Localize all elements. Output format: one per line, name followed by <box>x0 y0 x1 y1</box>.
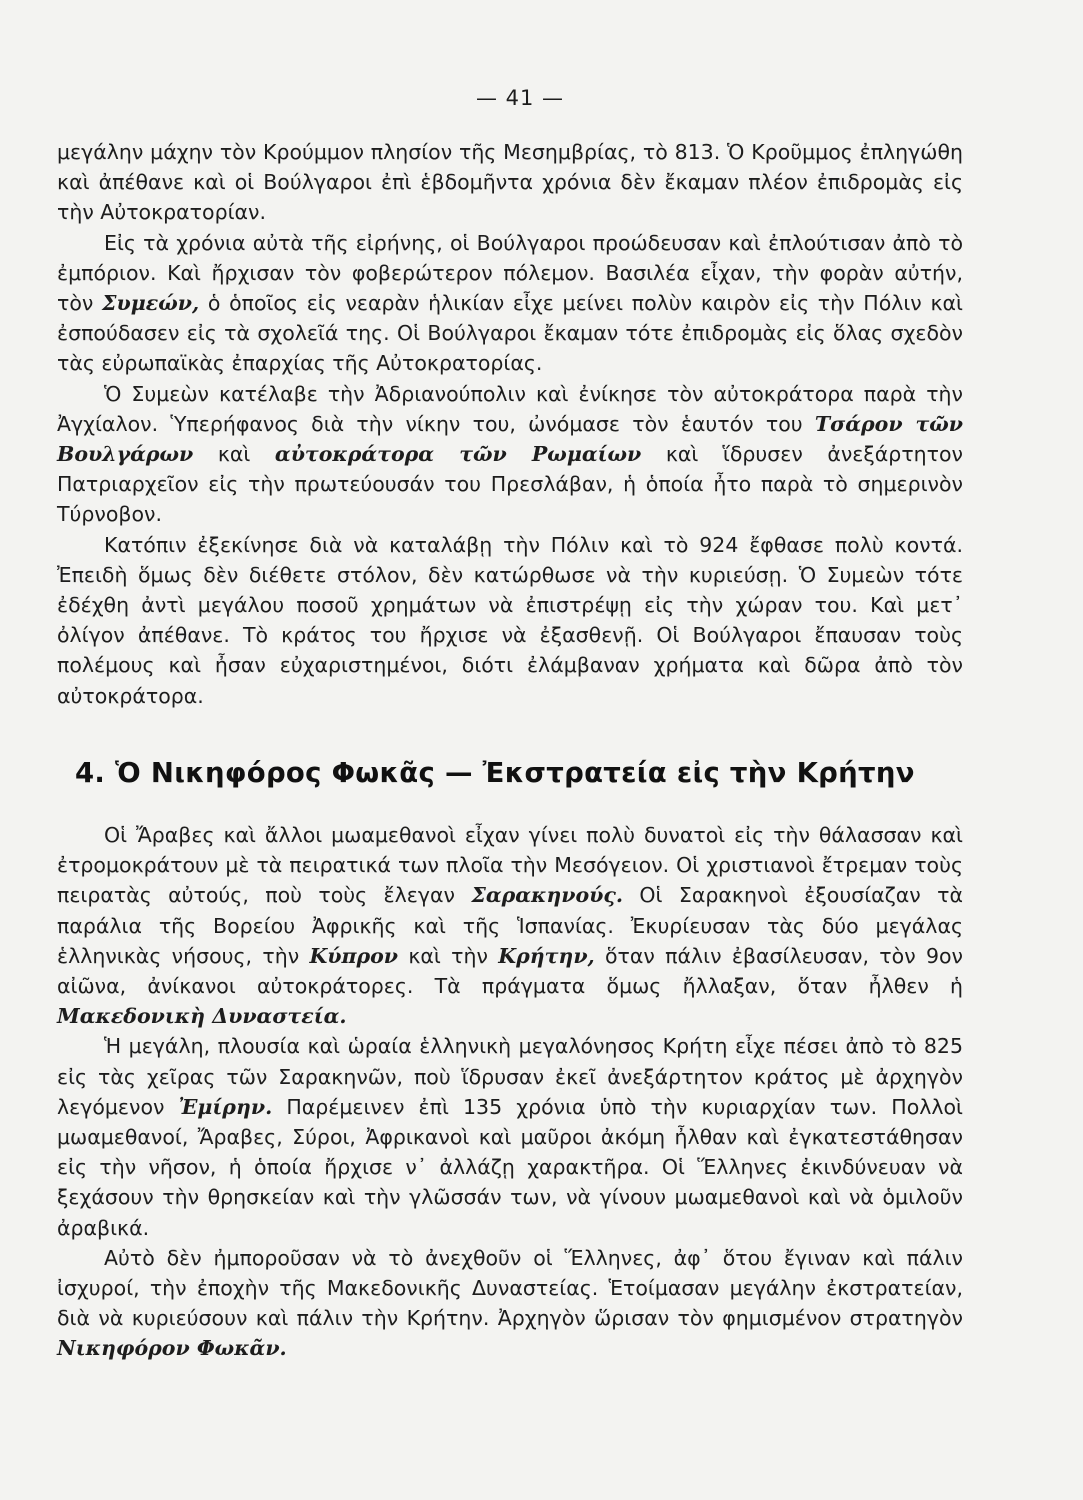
emphasis-symeon: Συμεών, <box>102 291 200 316</box>
paragraph-kroummos: μεγάλην μάχην τὸν Κρούμμον πλησίον τῆς Μεσημβρίας, τὸ 813. Ὁ Κροῦμμος ἐπληγώθη καὶ ἀπέθανε καὶ οἱ Βούλγαροι ἐπὶ ἑβδομῆντα χρόνια δὲν ἔκαμαν πλέον ἐπιδρομὰς εἰς τὴν Αὐτοκρατορίαν. <box>57 140 963 225</box>
emphasis-macedonian-dynasty: Μακεδονικὴ Δυναστεία. <box>57 1004 347 1029</box>
emphasis-cyprus: Κύπρον <box>309 943 399 968</box>
paragraph-peace-years: Εἰς τὰ χρόνια αὐτὰ τῆς εἰρήνης, οἱ Βούλγαροι προώδευσαν καὶ ἐπλούτισαν ἀπὸ τὸ ἐμπόριον. Καὶ ἤρχισαν τὸν φοβερώτερον πόλεμον. Βασιλέα εἶχαν, τὴν φορὰν αὐτήν, τὸν Συμεών, ὁ ὁποῖος εἰς νεαρὰν ἡλικίαν εἶχε μείνει πολὺν καιρὸν εἰς τὴν Πόλιν καὶ ἐσπούδασεν εἰς τὰ σχολεῖά της. Οἱ Βούλγαροι ἔκαμαν τότε ἐπιδρομὰς εἰς ὅλας σχεδὸν τὰς εὐρωπαϊκὰς ἐπαρχίας τῆς Αὐτοκρατορίας. <box>57 230 963 376</box>
emphasis-crete: Κρήτην, <box>498 943 595 968</box>
paragraph-crete-emirate: Ἡ μεγάλη, πλουσία καὶ ὡραία ἑλληνικὴ μεγαλόνησος Κρήτη εἶχε πέσει ἀπὸ τὸ 825 εἰς τὰς χεῖρας τῶν Σαρακηνῶν, ποὺ ἵδρυσαν ἐκεῖ ἀνεξάρτητον κράτος μὲ ἀρχηγὸν λεγόμενον Ἐμίρην. Παρέμεινεν ἐπὶ 135 χρόνια ὑπὸ τὴν κυριαρχίαν των. Πολλοὶ μωαμεθανοί, Ἄραβες, Σύροι, Ἀφρικανοὶ καὶ μαῦροι ἀκόμη ἦλθαν καὶ ἐγκατεστάθησαν εἰς τὴν νῆσον, ἡ ὁποία ἤρχισε ν᾽ ἀλλάζῃ χαρακτῆρα. Οἱ Ἕλληνες ἐκινδύνευαν νὰ ξεχάσουν τὴν θρησκείαν καὶ τὴν γλῶσσάν των, νὰ γίνουν μωαμεθανοὶ καὶ νὰ ὁμιλοῦν ἀραβικά. <box>57 1034 963 1240</box>
emphasis-tsar-title: Τσάρον τῶν Βουλγάρων <box>57 411 963 467</box>
section-text-block-crete <box>57 820 963 1364</box>
section-heading: 4. Ὁ Νικηφόρος Φωκᾶς — Ἐκστρατεία εἰς τὴν Κρήτην <box>75 757 915 789</box>
page-number: — 41 — <box>475 86 565 110</box>
paragraph-saracens: Οἱ Ἄραβες καὶ ἄλλοι μωαμεθανοὶ εἶχαν γίνει πολὺ δυνατοὶ εἰς τὴν θάλασσαν καὶ ἐτρομοκράτουν μὲ τὰ πειρατικά των πλοῖα τὴν Μεσόγειον. Οἱ χριστιανοὶ ἔτρεμαν τοὺς πειρατὰς αὐτούς, ποὺ τοὺς ἔλεγαν Σαρακηνούς. Οἱ Σαρακηνοὶ ἐξουσίαζαν τὰ παράλια τῆς Βορείου Ἀφρικῆς καὶ τῆς Ἱσπανίας. Ἐκυρίευσαν τὰς δύο μεγάλας ἑλληνικὰς νήσους, τὴν Κύπρον καὶ τὴν Κρήτην, ὅταν πάλιν ἐβασίλευσαν, τὸν 9ον αἰῶνα, ἀνίκανοι αὐτοκράτορες. Τὰ πράγματα ὅμως ἤλλαξαν, ὅταν ἦλθεν ἡ Μακεδονικὴ Δυναστεία. <box>57 823 964 1029</box>
section-text-block <box>57 137 963 711</box>
emphasis-emir: Ἐμίρην. <box>178 1094 273 1119</box>
emphasis-saracens: Σαρακηνούς. <box>471 883 624 908</box>
emphasis-emperor-title: αὐτοκράτορα τῶν Ρωμαίων <box>274 442 642 467</box>
emphasis-nikephoros: Νικηφόρον Φωκᾶν. <box>57 1336 287 1361</box>
paragraph-symeon-campaign: Κατόπιν ἐξεκίνησε διὰ νὰ καταλάβῃ τὴν Πόλιν καὶ τὸ 924 ἔφθασε πολὺ κοντά. Ἐπειδὴ ὅμως δὲν διέθετε στόλον, δὲν κατώρθωσε νὰ τὴν κυριεύσῃ. Ὁ Συμεὼν τότε ἐδέχθη ἀντὶ μεγάλου ποσοῦ χρημάτων νὰ ἐπιστρέψῃ εἰς τὴν χώραν του. Καὶ μετ᾽ ὀλίγον ἀπέθανε. Τὸ κράτος του ἤρχισε νὰ ἐξασθενῇ. Οἱ Βούλγαροι ἔπαυσαν τοὺς πολέμους καὶ ἦσαν εὐχαριστημένοι, διότι ἐλάμβαναν χρήματα καὶ δῶρα ἀπὸ τὸν αὐτοκράτορα. <box>57 532 963 708</box>
paragraph-expedition: Αὐτὸ δὲν ἠμποροῦσαν νὰ τὸ ἀνεχθοῦν οἱ Ἕλληνες, ἀφ᾽ ὅτου ἔγιναν καὶ πάλιν ἰσχυροί, τὴν ἐποχὴν τῆς Μακεδονικῆς Δυναστείας. Ἑτοίμασαν μεγάλην ἐκστρατείαν, διὰ νὰ κυριεύσουν καὶ πάλιν τὴν Κρήτην. Ἀρχηγὸν ὥρισαν τὸν φημισμένον στρατηγὸν Νικηφόρον Φωκᾶν. <box>57 1245 963 1361</box>
paragraph-symeon-titles: Ὁ Συμεὼν κατέλαβε τὴν Ἀδριανούπολιν καὶ ἐνίκησε τὸν αὐτοκράτορα παρὰ τὴν Ἀγχίαλον. Ὑπερήφανος διὰ τὴν νίκην του, ὠνόμασε τὸν ἑαυτόν του Τσάρον τῶν Βουλγάρων καὶ αὐτοκράτορα τῶν Ρωμαίων καὶ ἵδρυσεν ἀνεξάρτητον Πατριαρχεῖον εἰς τὴν πρωτεύουσάν του Πρεσλάβαν, ἡ ὁποία ἦτο παρὰ τὸ σημερινὸν Τύρνοβον. <box>57 381 963 527</box>
